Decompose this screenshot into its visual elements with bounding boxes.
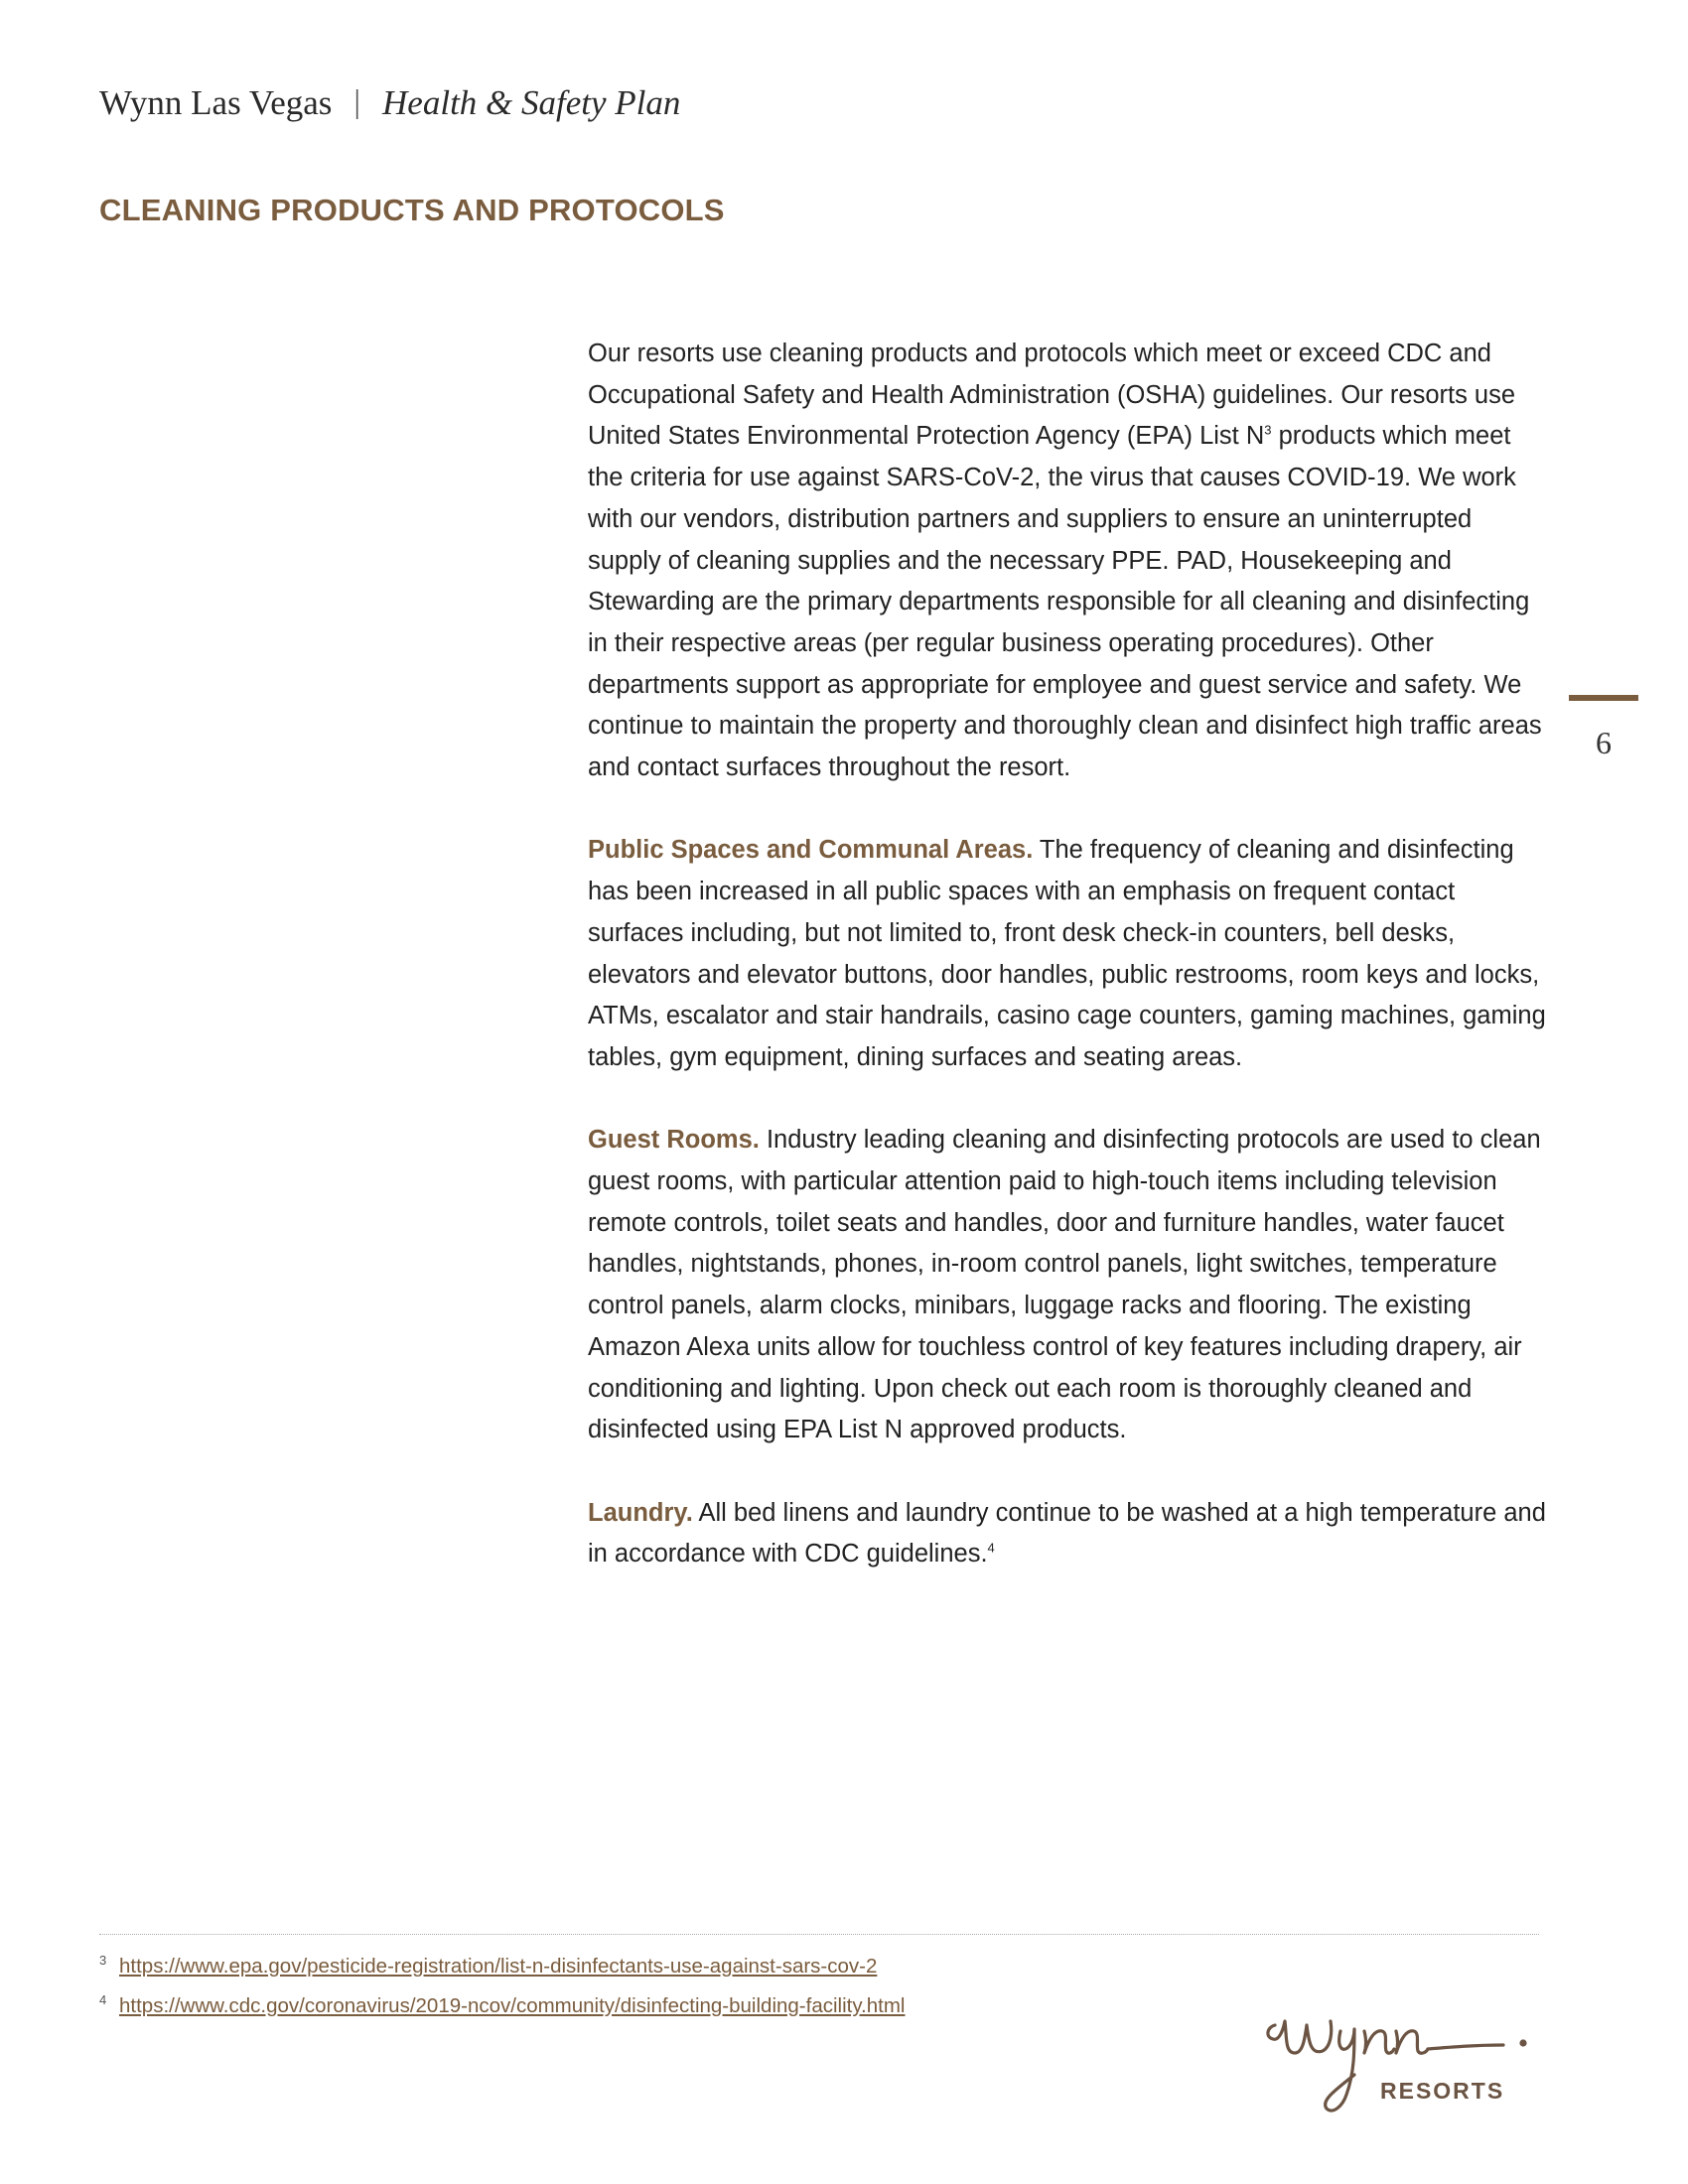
logo-dot: [1519, 2039, 1526, 2046]
intro-text-part1: Our resorts use cleaning products and protocols which meet or exceed CDC and Occupational Safety and Health Administration (OSHA) guidelines. Our resorts use United States Environmental Protection Agency (EPA) List N: [588, 340, 1516, 451]
footnote-3: [99, 1944, 905, 1983]
guest-rooms-paragraph: [588, 1120, 1551, 1451]
public-spaces-heading: Public Spaces and Communal Areas.: [588, 836, 1034, 865]
intro-text-part2: products which meet the criteria for use against SARS-CoV-2, the virus that causes COVID-19. We work with our vendors, distribution partners and suppliers to ensure an uninterrupted supply of cleaning supplies and the necessary PPE. PAD, Housekeeping and Stewarding are the primary departments responsible for all cleaning and disinfecting in their respective areas (per regular business operating procedures). Other departments support as appropriate for employee and guest service and safety. We continue to maintain the property and thoroughly clean and disinfect high traffic areas and contact surfaces throughout the resort.: [588, 422, 1542, 782]
footnote-number: 4: [99, 1991, 107, 2007]
footnote-4: [99, 1983, 905, 2023]
document-title: Health & Safety Plan: [382, 83, 681, 122]
main-content: [588, 334, 1551, 1617]
footnote-link-cdc[interactable]: https://www.cdc.gov/coronavirus/2019-ncov/community/disinfecting-building-facility.html: [119, 1993, 906, 2017]
laundry-heading: Laundry.: [588, 1498, 693, 1527]
public-spaces-text: The frequency of cleaning and disinfecting has been increased in all public spaces with an emphasis on frequent contact surfaces including, but not limited to, front desk check-in counters, bell desks, elevators and elevator buttons, door handles, public restrooms, room keys and locks, ATMs, escalator and stair handrails, casino cage counters, gaming machines, gaming tables, gym equipment, dining surfaces and seating areas.: [588, 836, 1546, 1071]
laundry-text: All bed linens and laundry continue to be washed at a high temperature and in accordance with CDC guidelines.: [588, 1498, 1546, 1569]
footnote-ref-4: 4: [987, 1540, 995, 1556]
intro-paragraph: [588, 334, 1551, 789]
footnote-number: 3: [99, 1953, 107, 1968]
wynn-resorts-logo: [1257, 1991, 1545, 2140]
guest-rooms-heading: Guest Rooms.: [588, 1126, 760, 1155]
page-number: 6: [1596, 725, 1612, 760]
footnote-divider: [99, 1934, 1539, 1935]
page-number-rule: [1569, 695, 1638, 701]
brand-name: Wynn Las Vegas: [99, 83, 333, 122]
footnote-link-epa[interactable]: https://www.epa.gov/pesticide-registration/list-n-disinfectants-use-against-sars-cov-2: [119, 1954, 878, 1978]
header-separator: |: [353, 84, 361, 120]
public-spaces-paragraph: [588, 830, 1551, 1078]
footnotes: [99, 1944, 905, 2023]
document-header: [99, 83, 680, 123]
footnote-ref-3: 3: [1264, 422, 1272, 438]
laundry-paragraph: [588, 1493, 1551, 1575]
logo-resorts-text: RESORTS: [1380, 2078, 1505, 2104]
guest-rooms-text: Industry leading cleaning and disinfecting protocols are used to clean guest rooms, with particular attention paid to high-touch items including television remote controls, toilet seats and handles, door and furniture handles, water faucet handles, nightstands, phones, in-room control panels, light switches, temperature control panels, alarm clocks, minibars, luggage racks and flooring. The existing Amazon Alexa units allow for touchless control of key features including drapery, air conditioning and lighting. Upon check out each room is thoroughly cleaned and disinfected using EPA List N approved products.: [588, 1126, 1541, 1444]
section-title: CLEANING PRODUCTS AND PROTOCOLS: [99, 193, 725, 227]
